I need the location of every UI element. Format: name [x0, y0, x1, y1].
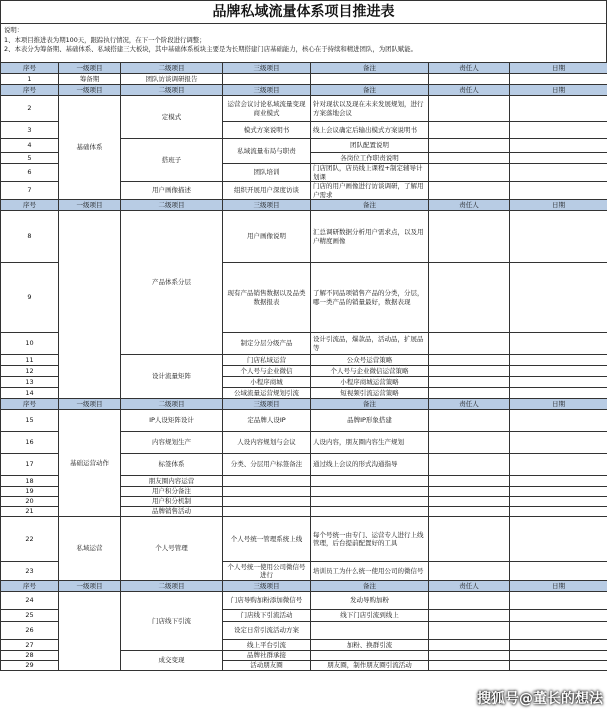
header-no: 序号: [1, 399, 59, 410]
note-cell: 人设内容，朋友圈内容生产规划: [311, 432, 429, 454]
level2-cell: 设计流量矩阵: [121, 355, 223, 399]
header-owner: 责任人: [429, 581, 510, 592]
header-level1: 一级项目: [59, 63, 121, 74]
header-date: 日期: [510, 85, 607, 96]
row-no: 25: [1, 610, 59, 622]
row-no: 9: [1, 263, 59, 333]
note-cell: 品牌IP形象搭建: [311, 410, 429, 432]
header-note: 备注: [311, 85, 429, 96]
level2-cell: 产品体系分层: [121, 211, 223, 355]
note-cell: 各岗位工作职责说明: [311, 153, 429, 164]
table-row: [1, 96, 607, 122]
header-level2: 二级项目: [121, 581, 223, 592]
header-level3: 三级项目: [223, 200, 311, 211]
level2-cell: 品牌销售活动: [121, 507, 223, 517]
header-date: 日期: [510, 581, 607, 592]
notes-line-1: 1、本项目推进表为期100天，跟踪执行情况，在下一个阶段进行调整；: [4, 35, 206, 44]
level1-cell: 私域运营: [59, 517, 121, 581]
header-level1: 一级项目: [59, 85, 121, 96]
notes-block: [0, 24, 607, 62]
note-cell: 汇总调研数据分析用户需求点，以及用户精度画像: [311, 211, 429, 263]
watermark: 搜狐号@董长的想法: [477, 691, 603, 707]
header-note: 备注: [311, 63, 429, 74]
level2-cell: 定模式: [121, 96, 223, 139]
header-owner: 责任人: [429, 63, 510, 74]
note-cell: 线上会议确定后输出模式方案说明书: [311, 122, 429, 139]
header-date: 日期: [510, 200, 607, 211]
row-no: 21: [1, 507, 59, 517]
table-row: [1, 517, 607, 562]
row-no: 1: [1, 74, 59, 85]
note-cell: 培训员工为什么统一使用公司的微信号: [311, 562, 429, 581]
row-no: 16: [1, 432, 59, 454]
level3-cell: 个人号统一管理系统上线: [223, 517, 311, 562]
header-level3: 三级项目: [223, 85, 311, 96]
row-no: 5: [1, 153, 59, 164]
level2-cell: 搭班子: [121, 139, 223, 182]
level3-cell: 组织开展用户深度访谈: [223, 182, 311, 200]
note-cell: 公众号运营策略: [311, 355, 429, 366]
level2-cell: 用户画像描述: [121, 182, 223, 200]
level3-cell: 门店导购加粉添加微信号: [223, 592, 311, 610]
row-no: 20: [1, 497, 59, 507]
header-level2: 二级项目: [121, 63, 223, 74]
note-cell: 个人号与企业微信运营策略: [311, 366, 429, 377]
header-no: 序号: [1, 85, 59, 96]
level3-cell: 模式方案说明书: [223, 122, 311, 139]
row-no: 8: [1, 211, 59, 263]
header-note: 备注: [311, 581, 429, 592]
level2-cell: 门店线下引流: [121, 592, 223, 651]
row-no: 14: [1, 388, 59, 399]
level3-cell: 个人号与企业微信: [223, 366, 311, 377]
row-no: 18: [1, 476, 59, 487]
row-no: 11: [1, 355, 59, 366]
level3-cell: 门店线下引流活动: [223, 610, 311, 622]
header-level2: 二级项目: [121, 200, 223, 211]
level1-cell: 基础体系: [59, 96, 121, 200]
note-cell: 加粉、换群引流: [311, 640, 429, 651]
note-cell: 针对现状以及现在未来发展规划，进行方案落地会议: [311, 96, 429, 122]
row-no: 19: [1, 487, 59, 497]
level3-cell: 品牌社群承接: [223, 651, 311, 661]
header-level1: 一级项目: [59, 581, 121, 592]
level2-cell: 内容规划生产: [121, 432, 223, 454]
level2-cell: 朋友圈内容运营: [121, 476, 223, 487]
note-cell: 了解不同品项销售产品的分类，分层，哪一类产品的销量最好，数据表现: [311, 263, 429, 333]
header-date: 日期: [510, 399, 607, 410]
notes-line-2: 2、本表分为筹备期、基础体系、私域搭建三大板块，其中基础体系板块主要是为长期搭建门店基础能力，核心在于持续和精进团队，为团队赋能。: [4, 45, 418, 53]
level3-cell: 团队培训: [223, 164, 311, 182]
row-no: 26: [1, 622, 59, 640]
table-header: [1, 200, 607, 211]
level3-cell: 公域流量运营规划引流: [223, 388, 311, 399]
note-cell: 线下门店引流到线上: [311, 610, 429, 622]
level2-cell: 标签体系: [121, 454, 223, 476]
level3-cell: 个人号统一使用公司微信号进行: [223, 562, 311, 581]
note-cell: 门店团队，店员线上课程+制定辅导计划课: [311, 164, 429, 182]
row-no: 12: [1, 366, 59, 377]
header-level1: 一级项目: [59, 200, 121, 211]
row-no: 17: [1, 454, 59, 476]
header-no: 序号: [1, 63, 59, 74]
level1-cell: 筹备期: [59, 74, 121, 85]
header-note: 备注: [311, 200, 429, 211]
level2-cell: IP人设矩阵设计: [121, 410, 223, 432]
level3-cell: 用户画像说明: [223, 211, 311, 263]
level3-cell: 线上平台引流: [223, 640, 311, 651]
header-note: 备注: [311, 399, 429, 410]
table-header: [1, 85, 607, 96]
header-level3: 三级项目: [223, 399, 311, 410]
row-no: 6: [1, 164, 59, 182]
level1-cell: 基础运营动作: [59, 410, 121, 517]
note-cell: 团队配置说明: [311, 139, 429, 153]
page-title: 品牌私域流量体系项目推进表: [0, 0, 607, 24]
note-cell: 短视频引流运营策略: [311, 388, 429, 399]
table-header: [1, 399, 607, 410]
level2-cell: 成交变现: [121, 651, 223, 671]
row-no: 13: [1, 377, 59, 388]
row-no: 10: [1, 333, 59, 355]
header-level3: 三级项目: [223, 63, 311, 74]
header-level2: 二级项目: [121, 399, 223, 410]
row-no: 2: [1, 96, 59, 122]
row-no: 15: [1, 410, 59, 432]
row-no: 24: [1, 592, 59, 610]
level2-cell: 团队访谈调研报告: [121, 74, 223, 85]
table-row: [1, 592, 607, 610]
table-row: [1, 211, 607, 263]
note-cell: 发动导购加粉: [311, 592, 429, 610]
level3-cell: 定品牌人设IP: [223, 410, 311, 432]
row-no: 3: [1, 122, 59, 139]
header-level2: 二级项目: [121, 85, 223, 96]
header-date: 日期: [510, 63, 607, 74]
header-level1: 一级项目: [59, 399, 121, 410]
header-no: 序号: [1, 581, 59, 592]
table-row: [1, 410, 607, 432]
row-no: 28: [1, 651, 59, 661]
row-no: 4: [1, 139, 59, 153]
level3-cell: 运营会议讨论私域流量变现商业模式: [223, 96, 311, 122]
header-level3: 三级项目: [223, 581, 311, 592]
level3-cell: 活动朋友圈: [223, 661, 311, 671]
level3-cell: 设定日常引流活动方案: [223, 622, 311, 640]
level2-cell: 用户积分机制: [121, 497, 223, 507]
row-no: 23: [1, 562, 59, 581]
level3-cell: 门店私域运营: [223, 355, 311, 366]
row-no: 27: [1, 640, 59, 651]
note-cell: 朋友圈，制作朋友圈引流活动: [311, 661, 429, 671]
level3-cell: 分类、分层用户标签备注: [223, 454, 311, 476]
note-cell: 门店的用户画像进行访谈调研，了解用户需求: [311, 182, 429, 200]
note-cell: 设计引流品，爆款品，活动品，扩展品等: [311, 333, 429, 355]
header-owner: 责任人: [429, 399, 510, 410]
project-table: [0, 62, 607, 671]
row-no: 22: [1, 517, 59, 562]
row-no: 7: [1, 182, 59, 200]
level3-cell: 私域流量布局与职责: [223, 139, 311, 164]
notes-label: 说明：: [4, 26, 24, 34]
row-no: 29: [1, 661, 59, 671]
level3-cell: 现有产品销售数据以及品类数据报表: [223, 263, 311, 333]
header-no: 序号: [1, 200, 59, 211]
note-cell: 小程序商城运营策略: [311, 377, 429, 388]
level3-cell: 人设内容规划与会议: [223, 432, 311, 454]
level3-cell: 小程序商城: [223, 377, 311, 388]
level2-cell: 用户积分备注: [121, 487, 223, 497]
header-owner: 责任人: [429, 200, 510, 211]
header-owner: 责任人: [429, 85, 510, 96]
table-header: [1, 581, 607, 592]
level3-cell: 制定分层分级产品: [223, 333, 311, 355]
level2-cell: 个人号管理: [121, 517, 223, 581]
note-cell: 每个号统一由专门、运营专人进行上线管理，后台提前配置好的工具: [311, 517, 429, 562]
table-row: [1, 74, 607, 85]
table-header: [1, 63, 607, 74]
note-cell: 通过线上会议的形式沟通指导: [311, 454, 429, 476]
